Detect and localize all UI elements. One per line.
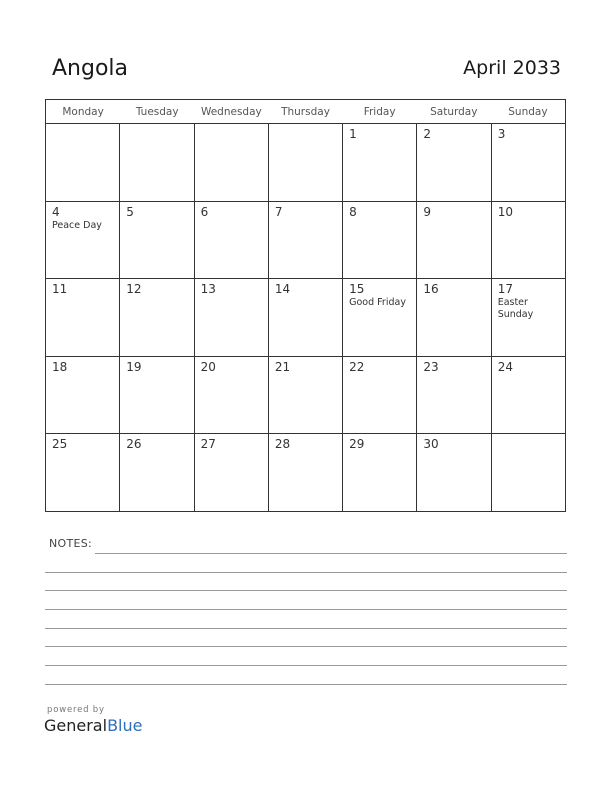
holiday-label: Peace Day	[52, 219, 102, 231]
day-number: 2	[423, 127, 432, 141]
day-cell	[195, 202, 269, 279]
day-number: 19	[126, 359, 142, 374]
day-number: 6	[200, 204, 209, 219]
weekday-saturday: Saturday	[430, 106, 478, 118]
calendar-week-row	[46, 124, 565, 202]
calendar-week-row	[46, 202, 565, 280]
holiday-label: Good Friday	[349, 297, 406, 309]
day-cell	[195, 357, 269, 434]
brand-general-text: General	[44, 716, 108, 735]
day-cell	[269, 357, 343, 434]
note-line	[45, 572, 567, 573]
country-title: Angola	[52, 56, 129, 81]
day-cell	[120, 202, 194, 279]
day-cell	[417, 434, 491, 512]
day-number: 23	[423, 359, 439, 374]
day-cell	[120, 434, 194, 512]
month-year-title: April 2033	[463, 57, 561, 79]
day-number: 27	[200, 437, 216, 452]
day-cell	[492, 124, 565, 201]
day-number: 26	[126, 437, 142, 452]
day-number: 4	[52, 204, 60, 219]
day-cell	[492, 357, 565, 434]
day-number: 16	[423, 282, 439, 297]
day-cell	[46, 124, 120, 201]
day-cell	[195, 124, 269, 201]
day-cell	[46, 357, 120, 434]
note-line	[95, 553, 567, 554]
notes-label: NOTES:	[49, 537, 93, 550]
day-cell	[269, 202, 343, 279]
day-cell	[46, 434, 120, 512]
weekday-monday: Monday	[62, 106, 104, 118]
note-line	[45, 590, 567, 591]
day-cell	[46, 279, 120, 356]
weekday-tuesday: Tuesday	[135, 106, 179, 118]
day-cell	[195, 279, 269, 356]
day-number: 12	[126, 282, 142, 297]
day-cell	[120, 279, 194, 356]
day-number: 21	[274, 359, 291, 374]
day-cell	[269, 279, 343, 356]
day-cell	[195, 434, 269, 512]
day-cell	[120, 357, 194, 434]
calendar-week-row	[46, 279, 565, 357]
day-number: 17	[497, 282, 513, 297]
holiday-label: Easter Sunday	[497, 297, 534, 321]
day-number: 5	[126, 204, 134, 219]
day-number: 18	[52, 359, 68, 374]
day-cell	[492, 279, 565, 356]
calendar-week-row	[46, 434, 565, 512]
generalblue-logo	[44, 716, 142, 735]
weekday-wednesday: Wednesday	[200, 106, 262, 118]
day-number: 3	[497, 127, 506, 141]
day-cell	[343, 124, 417, 201]
day-cell	[343, 202, 417, 279]
brand-blue-text: Blue	[107, 716, 143, 735]
day-cell	[492, 202, 565, 279]
weekday-friday: Friday	[363, 106, 396, 118]
day-number: 1	[349, 127, 357, 141]
day-number: 7	[274, 204, 283, 219]
day-number: 8	[349, 204, 357, 219]
day-number: 29	[349, 437, 365, 452]
day-number: 14	[274, 282, 291, 297]
note-line	[45, 646, 567, 647]
day-cell	[269, 434, 343, 512]
day-number: 22	[349, 359, 365, 374]
day-cell	[417, 279, 491, 356]
day-number: 30	[423, 437, 439, 452]
day-number: 15	[349, 282, 365, 297]
weekday-sunday: Sunday	[508, 106, 548, 118]
day-cell	[120, 124, 194, 201]
note-line	[45, 628, 567, 629]
day-cell	[417, 124, 491, 201]
day-cell	[46, 202, 120, 279]
day-number: 25	[52, 437, 68, 452]
day-number: 24	[497, 359, 513, 374]
day-cell	[492, 434, 565, 512]
day-number: 28	[274, 437, 291, 452]
day-number: 9	[423, 204, 432, 219]
day-number: 11	[52, 282, 68, 297]
day-number: 20	[200, 359, 216, 374]
calendar-week-row	[46, 357, 565, 435]
day-cell	[343, 434, 417, 512]
weekday-header-row	[46, 100, 565, 124]
day-cell	[417, 202, 491, 279]
day-cell	[417, 357, 491, 434]
note-line	[45, 609, 567, 610]
note-line	[45, 684, 567, 685]
note-line	[45, 665, 567, 666]
day-cell	[343, 279, 417, 356]
powered-by-text: powered by	[47, 705, 105, 715]
day-cell	[269, 124, 343, 201]
weekday-thursday: Thursday	[281, 106, 330, 118]
day-number: 13	[200, 282, 216, 297]
day-number: 10	[497, 204, 513, 219]
calendar-grid	[45, 99, 566, 512]
day-cell	[343, 357, 417, 434]
